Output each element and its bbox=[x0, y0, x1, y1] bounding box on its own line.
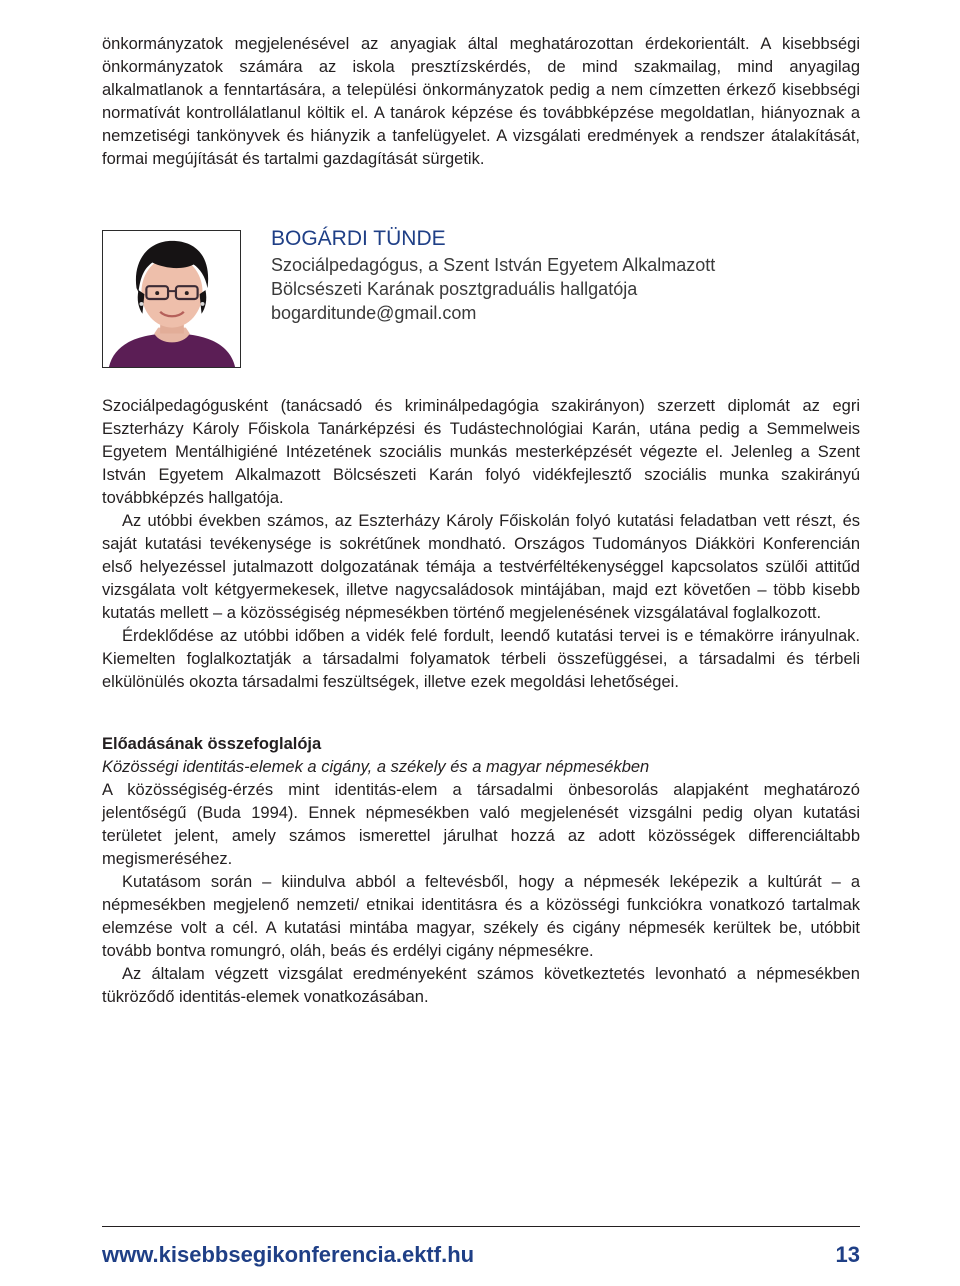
abstract-paragraph: Az általam végzett vizsgálat eredményeként számos következtetés levonható a népmesékben tükröződő identitás-elemek vonatkozásában. bbox=[102, 965, 860, 1006]
abstract-paragraph: Kutatásom során – kiindulva abból a feltevésből, hogy a népmesék leképezik a kultúrát – a népmesékben megjelenő nemzeti/ etnikai identitásra és a közösségi funkciókra vonatkozó tartalmak elemzése volt a cél. A kutatási mintába magyar, székely és cigány népmesék kerültek be, utóbbit tovább bontva romungró, oláh, beás és erdélyi cigány népmesékre. bbox=[102, 873, 860, 960]
abstract-heading: Előadásának összefoglalója bbox=[102, 735, 322, 753]
bio-paragraph: Érdeklődése az utóbbi időben a vidék felé fordult, leendő kutatási tervei is e témakörre irányulnak. Kiemelten foglalkoztatják a társadalmi folyamatok térbeli összefüggései, a társadalmi és térbeli elkülönülés okozta társadalmi feszültségek, illetve ezek megoldási lehetőségei. bbox=[102, 627, 860, 691]
page-number: 13 bbox=[835, 1242, 860, 1267]
footer-divider bbox=[102, 1226, 860, 1227]
abstract-subtitle: Közösségi identitás-elemek a cigány, a székely és a magyar népmesékben bbox=[102, 758, 650, 776]
intro-paragraph: önkormányzatok megjelenésével az anyagiak által meghatározottan érdekorientált. A kisebbségi önkormányzatok számára az iskola presztízskérdés, de mind szakmailag, mind anyagilag alkalmatlanok a fenntartására, a települési önkormányzatok pedig a nem címzetten érkező kisebbségi normatívát kontrollálatlanul költik el. A tanárok képzése és továbbképzése megoldatlan, hiányoznak a nemzetiségi tankönyvek és hiányzik a tanfelügyelet. A vizsgálati eredmények a rendszer átalakítását, formai megújítását és tartalmi gazdagítását sürgetik. bbox=[102, 35, 860, 168]
intro-section bbox=[102, 33, 860, 171]
author-email[interactable]: bogarditunde@gmail.com bbox=[271, 303, 477, 323]
footer-website-link[interactable]: www.kisebbsegikonferencia.ektf.hu bbox=[102, 1242, 475, 1267]
author-photo bbox=[102, 230, 241, 368]
bio-paragraph: Szociálpedagógusként (tanácsadó és kriminálpedagógia szakirányon) szerzett diplomát az egri Eszterházy Károly Főiskola Tanárképzési és Tudástechnológiai Karán, utána pedig a Semmelweis Egyetem Mentálhigiéné Intézetének szociális munkás mesterképzését végezte el. Jelenleg a Szent István Egyetem Alkalmazott Bölcsészeti Karán folyó vidékfejlesztő szociális munka szakirányú továbbképzés hallgatója. bbox=[102, 397, 860, 507]
abstract-paragraph: A közösségiség-érzés mint identitás-elem a társadalmi önbesorolás alapjaként meghatározó jelentőségű (Buda 1994). Ennek népmesékben való megjelenését vizsgálni pedig olyan kutatási területet jelent, amely számos ismerettel járulhat hozzá az adott közösségek differenciáltabb megismeréséhez. bbox=[102, 781, 860, 868]
portrait-photo-icon bbox=[103, 231, 240, 367]
bio-section bbox=[102, 395, 860, 694]
bio-paragraph: Az utóbbi években számos, az Eszterházy Károly Főiskolán folyó kutatási feladatban vett részt, és saját kutatási tevékenysége is sokrétűnek mondható. Országos Tudományos Diákköri Konferencián első helyezéssel jutalmazott dolgozatának témája a testvérféltékenységgel kapcsolatos szülői attitűd vizsgálata volt kétgyermekesek, illetve nagycsaládosok mintájában, majd ezt követően – több kisebb kutatás mellett – a közösségiség népmesékben történő megjelenésének vizsgálatával foglalkozott. bbox=[102, 512, 860, 622]
author-info bbox=[271, 226, 861, 325]
author-affiliation-line-1: Szociálpedagógus, a Szent István Egyetem Alkalmazott bbox=[271, 255, 716, 275]
abstract-section bbox=[102, 733, 860, 1009]
author-name: BOGÁRDI TÜNDE bbox=[271, 227, 446, 250]
author-affiliation-line-2: Bölcsészeti Karának posztgraduális hallgatója bbox=[271, 279, 638, 299]
